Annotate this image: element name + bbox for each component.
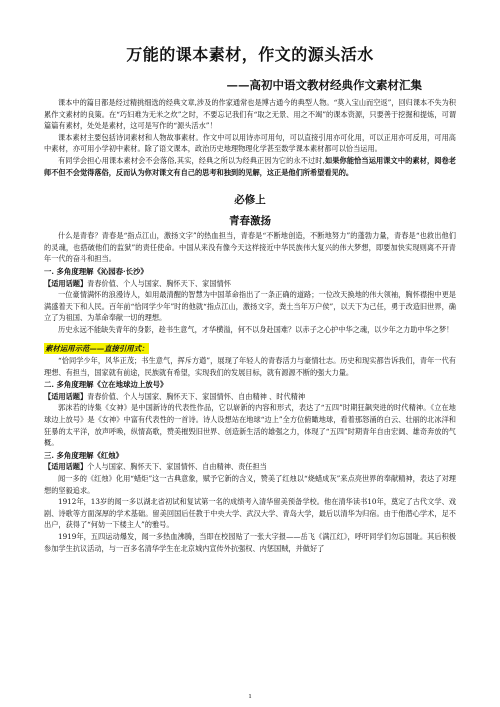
topic-label: 【适用话题】 [44,278,88,288]
section-paragraph: 一位豪情满怀的浪漫诗人，如用最清醒的智慧为中国革命指出了一条正确的道路；一位改天换地的伟大领袖，胸怀襟抱中更是满盛着天下和人民。百年前“恰同学少年”时的他就“指点江山，激扬文字，粪土当年万户侯”，以天下为己任，勇于改造旧世界，确立了为祖国、为革命奉献一切的理想。 [44,290,456,323]
section-paragraph: 郭沫若的诗集《女神》是中国新诗的代表性作品，它以崭新的内容和形式，表达了“五四”时期狂飙突进的时代精神。《立在地球边上放号》是《女神》中富有代表性的一首诗。诗人设想站在地球“边上”全方位俯瞰地球，看着那怒涌的白云、壮丽的北冰洋和狂暴的太平洋，放声呼唤，纵情高歌，赞美摧毁旧世界、创造新生活的雄强之力，体现了“五四”时期青年自由宏阔、雄奇奔放的气概。 [44,403,456,448]
highlight-label: 素材运用示范——直接引用式： [45,343,149,353]
document-subtitle: ——高初中语文教材经典作文素材汇集 [226,78,422,92]
unit-intro: 什么是青春？青春是“指点江山，激扬文字”的热血担当，青春是“不断地创造，不断地努力”的蓬勃力量，青春是“也救出他们的灵魂，也搭破他们的监狱”的责任使命。中国从来没有像今天这样接近中华民族伟大复兴的伟大梦想，即要加快实现则离不开青年一代的奋斗和担当。 [44,231,456,264]
book-heading: 必修上 [234,194,266,207]
topic-label: 【适用话题】 [44,391,88,401]
intro-paragraph: 课本中的篇目都是经过精挑细选的经典文章,涉及的作家通常也是博古通今的典型人物。“莫入宝山而空返”，回归课本不失为积累作文素材的良策。在“巧妇难为无米之炊”之时，不要忘记我们有“取之无景、用之不竭”的课本资源，只要善于挖掘和提炼，可谓篇篇有素材，处处是素材，这可是写作的“源头活水”！ [44,98,456,131]
section-paragraph: 历史永远不能缺失青年的身影，趁书生意气，才华横溢，何不以身赴国难？以赤子之心护中华之魂，以少年之力助中华之梦！ [58,324,454,334]
section-heading: 二. 多角度理解《立在地球边上放号》 [44,380,168,390]
intro-paragraph: 课本素材主要包括诗词素材和人物故事素材。作文中可以用诗亦可用句，可以直接引用亦可化用，可以正用亦可反用，可用高中素材，亦可用小学初中素材。除了语文课本，政治历史地理物理化学甚至数学课本素材都可以恰当运用。 [44,132,456,154]
section-paragraph: 1919年，五四运动爆发，闻一多热血沸腾，当即在校园贴了一张大字报——岳飞《满江红》，呼吁同学们勿忘国耻。其后积极参加学生抗议活动，与一百多名清华学生在北京城内宣传外抗强权、内惩国贼，并做好了 [44,532,456,553]
intro-paragraph [44,155,456,178]
topic-line [44,391,456,403]
topic-label: 【适用话题】 [44,462,88,472]
topic-line [44,461,456,473]
topic-text: 个人与国家、胸怀天下、家国情怀、自由精神、责任担当 [87,462,267,472]
section-heading: 三. 多角度理解《红烛》 [44,450,124,460]
section-paragraph: 1912年，13岁的闻一多以湖北省初试和复试第一名的成绩考入清华留美预备学校。他在清华读书10年，奠定了古代文学、戏剧、诗歌等方面深厚的学术基础。留美回国后任教于中央大学、武汉大学、青岛大学，最后以清华为归宿。由于他潜心学术，足不出户，获得了“何妨一下楼主人”的雅号。 [44,497,456,530]
highlight-line [44,336,456,356]
intro-last-bold-text: 如果你能恰当运用课文中的素材，阅卷老师不但不会觉得落俗，反而认为你对课文有自己的思考和独到的见解，这正是他们所希望看见的。 [44,155,456,177]
topic-line [44,278,456,290]
section-heading: 一. 多角度理解《沁园春·长沙》 [44,266,148,276]
intro-last-text: 有同学会担心用课本素材会不会落俗,其实，经典之所以为经典正因为它的永不过时, [58,155,325,165]
section-paragraph: 闻一多的《红烛》化用“蜡炬”这一古典意象，赋予它新的含义，赞美了红烛以“烧蜡成灰”来点亮世界的奉献精神，表达了对理想的坚毅追求。 [44,474,456,495]
topic-text: 青春价值、个人与国家、胸怀天下、家国情怀、自由精神 、时代精神 [87,391,306,401]
unit-heading: 青春激扬 [229,215,271,228]
page-number: 1 [248,693,252,700]
topic-text: 青春价值、个人与国家、胸怀天下、家国情怀 [87,278,231,288]
section-paragraph: “恰同学少年，风华正茂；书生意气，挥斥方遒”，展现了年轻人的青春活力与豪情壮志。历史和现实都告诉我们，青年一代有理想、有担当，国家就有前途，民族就有希望，实现我们的发展目标，就有源源不断的强大力量。 [44,356,456,377]
document-title: 万能的课本素材，作文的源头活水 [126,45,374,64]
